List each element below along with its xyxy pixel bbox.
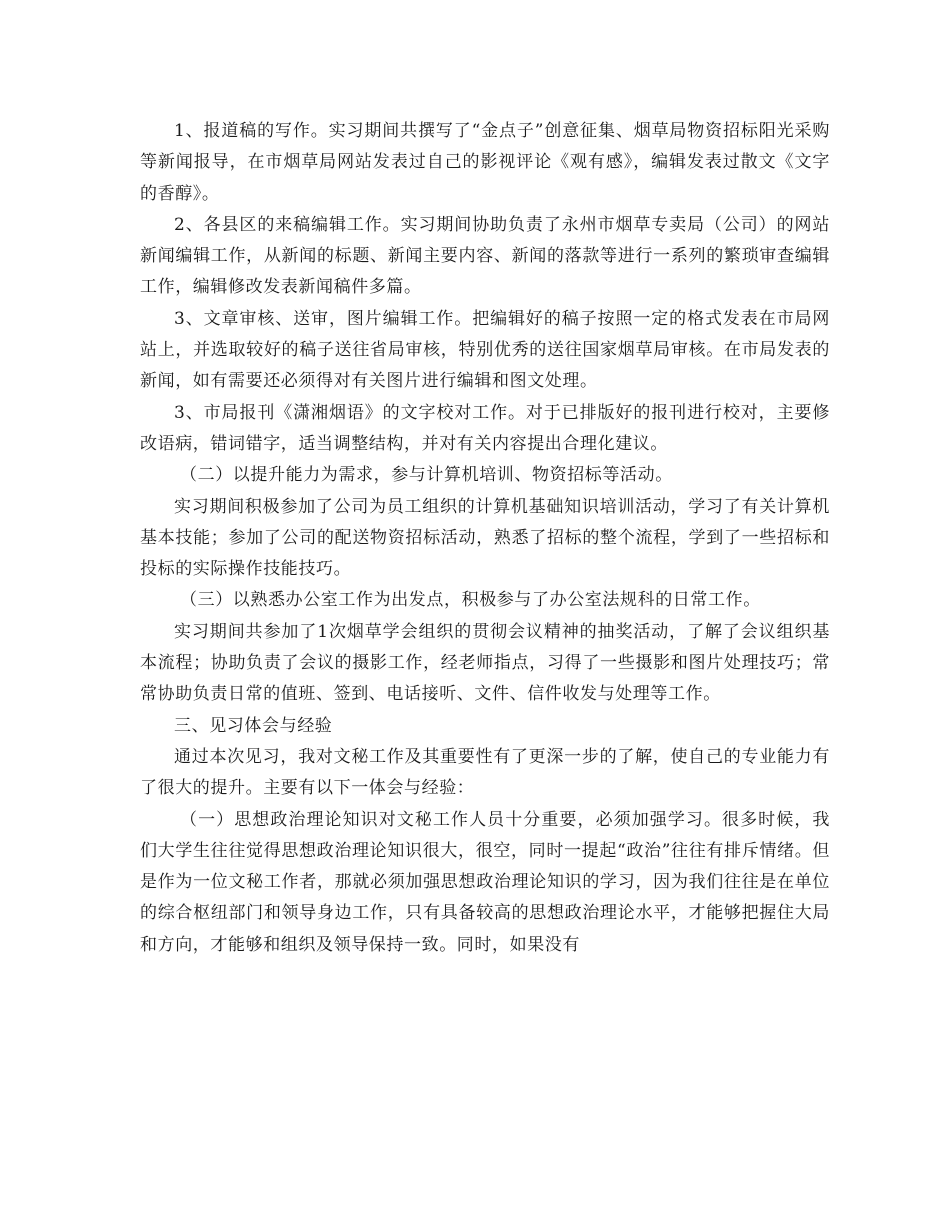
paragraph-political-theory: （一）思想政治理论知识对文秘工作人员十分重要，必须加强学习。很多时候，我们大学生往往觉得思想政治理论知识很大，很空，同时一提起“政治”往往有排斥情绪。但是作为一位文秘工作者，那就必须加强思想政治理论知识的学习，因为我们往往是在单位的综合枢纽部门和领导身边工作，只有具备较高的思想政治理论水平，才能够把握住大局和方向，才能够和组织及领导保持一致。同时，如果没有: [140, 809, 830, 955]
paragraph-office-work: 实习期间共参加了1次烟草学会组织的贯彻会议精神的抽奖活动，了解了会议组织基本流程；协助负责了会议的摄影工作，经老师指点，习得了一些摄影和图片处理技巧；常常协助负责日常的值班、签到、电话接听、文件、信件收发与处理等工作。: [140, 621, 830, 705]
paragraph-county-editing: 2、各县区的来稿编辑工作。实习期间协助负责了永州市烟草专卖局（公司）的网站新闻编辑工作，从新闻的标题、新闻主要内容、新闻的落款等进行一系列的繁琐审查编辑工作，编辑修改发表新闻稿件多篇。: [140, 214, 830, 298]
paragraph-experience-intro: 通过本次见习，我对文秘工作及其重要性有了更深一步的了解，使自己的专业能力有了很大的提升。主要有以下一体会与经验：: [140, 746, 830, 799]
paragraph-report-writing: 1、报道稿的写作。实习期间共撰写了“金点子”创意征集、烟草局物资招标阳光采购等新闻报导，在市烟草局网站发表过自己的影视评论《观有感》，编辑发表过散文《文字的香醇》。: [140, 121, 830, 204]
section-heading-experience: 三、见习体会与经验: [174, 715, 333, 736]
paragraph-computer-training: 实习期间积极参加了公司为员工组织的计算机基础知识培训活动，学习了有关计算机基本技能；参加了公司的配送物资招标活动，熟悉了招标的整个流程，学到了一些招标和投标的实际操作技能技巧。: [140, 496, 830, 580]
section-heading-computer-training: （二）以提升能力为需求，参与计算机培训、物资招标等活动。: [180, 465, 673, 486]
section-heading-office-work: （三）以熟悉办公室工作为出发点，积极参与了办公室法规科的日常工作。: [180, 590, 761, 611]
paragraph-proofreading: 3、市局报刊《潇湘烟语》的文字校对工作。对于已排版好的报刊进行校对，主要修改语病，错词错字，适当调整结构，并对有关内容提出合理化建议。: [140, 402, 830, 454]
paragraph-review-submission: 3、文章审核、送审，图片编辑工作。把编辑好的稿子按照一定的格式发表在市局网站上，并选取较好的稿子送往省局审核，特别优秀的送往国家烟草局审核。在市局发表的新闻，如有需要还必须得对有关图片进行编辑和图文处理。: [140, 308, 830, 392]
